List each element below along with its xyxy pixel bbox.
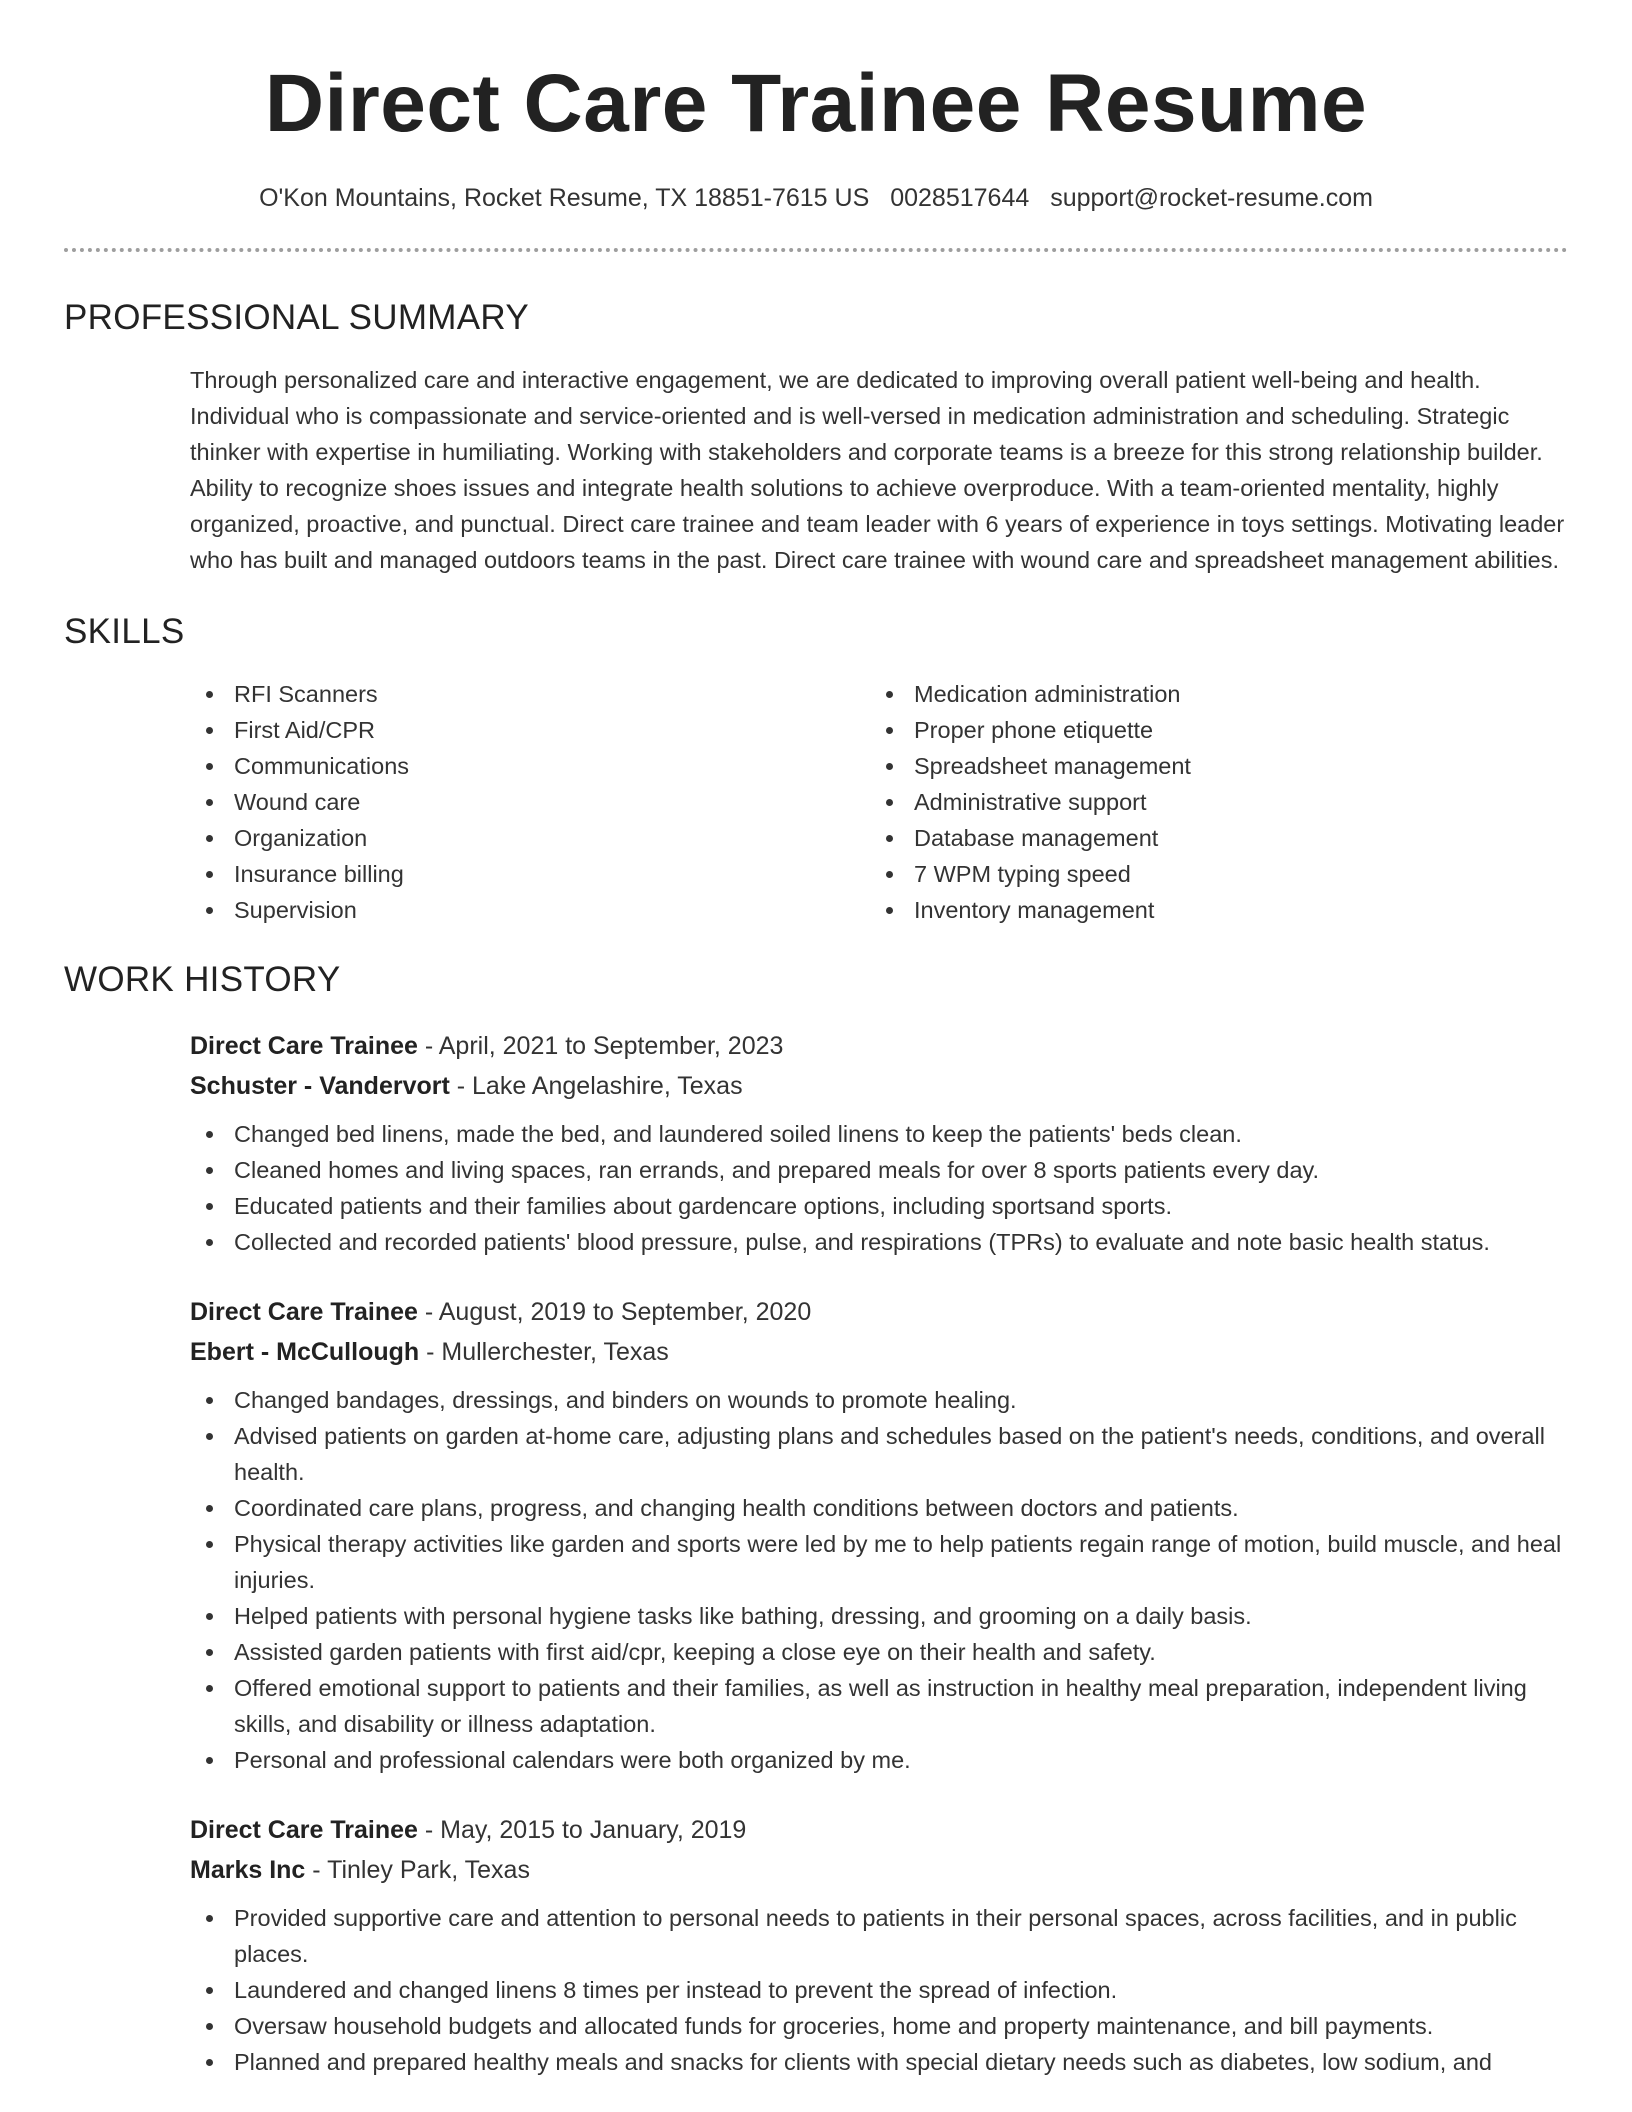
job-company: Schuster - Vandervort [190,1072,450,1100]
header-divider [64,248,1568,252]
job-bullet: Advised patients on garden at-home care, adjusting plans and schedules based on the patient's needs, conditions, and overall health. [190,1418,1568,1490]
job-entry [190,1810,1568,2080]
skill-item: RFI Scanners [190,676,870,712]
skill-item: Database management [870,820,1550,856]
skill-item: Communications [190,748,870,784]
job-dates: - May, 2015 to January, 2019 [417,1816,747,1844]
job-bullets [190,1900,1568,2080]
contact-phone: 0028517644 [890,184,1030,212]
job-location: - Tinley Park, Texas [305,1856,530,1884]
skills-column-left [190,676,870,928]
skill-item: Proper phone etiquette [870,712,1550,748]
job-location: - Mullerchester, Texas [419,1338,669,1366]
job-title: Direct Care Trainee [190,1816,418,1844]
contact-line [64,182,1568,214]
job-company-line [190,1066,1568,1106]
job-company-line [190,1850,1568,1890]
job-entry [190,1292,1568,1778]
job-bullet: Personal and professional calendars were both organized by me. [190,1742,1568,1778]
job-bullet: Planned and prepared healthy meals and snacks for clients with special dietary needs such as diabetes, low sodium, and [190,2044,1568,2080]
job-bullet: Cleaned homes and living spaces, ran errands, and prepared meals for over 8 sports patients every day. [190,1152,1568,1188]
job-location: - Lake Angelashire, Texas [449,1072,743,1100]
job-dates: - April, 2021 to September, 2023 [417,1032,784,1060]
skill-item: Administrative support [870,784,1550,820]
job-entry [190,1026,1568,1260]
job-bullet: Physical therapy activities like garden and sports were led by me to help patients regain range of motion, build muscle, and heal injuries. [190,1526,1568,1598]
job-bullet: Assisted garden patients with first aid/cpr, keeping a close eye on their health and safety. [190,1634,1568,1670]
resume-title: Direct Care Trainee Resume [264,58,1368,149]
job-bullets [190,1382,1568,1778]
job-bullet: Changed bed linens, made the bed, and laundered soiled linens to keep the patients' beds clean. [190,1116,1568,1152]
skill-item: Insurance billing [190,856,870,892]
job-dates: - August, 2019 to September, 2020 [417,1298,812,1326]
skills-column-right [870,676,1550,928]
skill-item: First Aid/CPR [190,712,870,748]
summary-text: Through personalized care and interactive engagement, we are dedicated to improving overall patient well-being and health. Individual who is compassionate and service-oriented and is well-versed in medication administration and scheduling. Strategic thinker with expertise in humiliating. Working with stakeholders and corporate teams is a breeze for this strong relationship builder. Ability to recognize shoes issues and integrate health solutions to achieve overproduce. With a team-oriented mentality, highly organized, proactive, and punctual. Direct care trainee and team leader with 6 years of experience in toys settings. Motivating leader who has built and managed outdoors teams in the past. Direct care trainee with wound care and spreadsheet management abilities. [190,367,1565,573]
skills-list [190,676,1568,928]
job-bullets [190,1116,1568,1260]
job-title-line [190,1810,1568,1850]
job-title: Direct Care Trainee [190,1032,418,1060]
job-company-line [190,1332,1568,1372]
job-title: Direct Care Trainee [190,1298,418,1326]
job-bullet: Educated patients and their families about gardencare options, including sportsand sports. [190,1188,1568,1224]
resume-page [64,0,1568,2080]
skills-heading: SKILLS [64,612,185,651]
work-history-heading: WORK HISTORY [64,960,341,999]
job-bullet: Laundered and changed linens 8 times per instead to prevent the spread of infection. [190,1972,1568,2008]
skill-item: Supervision [190,892,870,928]
job-bullet: Changed bandages, dressings, and binders on wounds to promote healing. [190,1382,1568,1418]
job-company: Marks Inc [190,1856,306,1884]
summary-heading: PROFESSIONAL SUMMARY [64,298,529,337]
job-bullet: Coordinated care plans, progress, and changing health conditions between doctors and patients. [190,1490,1568,1526]
job-company: Ebert - McCullough [190,1338,420,1366]
job-bullet: Collected and recorded patients' blood pressure, pulse, and respirations (TPRs) to evaluate and note basic health status. [190,1224,1568,1260]
skill-item: Inventory management [870,892,1550,928]
job-bullet: Oversaw household budgets and allocated funds for groceries, home and property maintenance, and bill payments. [190,2008,1568,2044]
skill-item: Medication administration [870,676,1550,712]
skill-item: 7 WPM typing speed [870,856,1550,892]
job-bullet: Helped patients with personal hygiene tasks like bathing, dressing, and grooming on a daily basis. [190,1598,1568,1634]
job-bullet: Provided supportive care and attention to personal needs to patients in their personal spaces, across facilities, and in public places. [190,1900,1568,1972]
job-bullet: Offered emotional support to patients and their families, as well as instruction in healthy meal preparation, independent living skills, and disability or illness adaptation. [190,1670,1568,1742]
job-title-line [190,1292,1568,1332]
job-title-line [190,1026,1568,1066]
skill-item: Organization [190,820,870,856]
skill-item: Wound care [190,784,870,820]
contact-email: support@rocket-resume.com [1050,184,1373,212]
skill-item: Spreadsheet management [870,748,1550,784]
contact-address: O'Kon Mountains, Rocket Resume, TX 18851-7615 US [259,184,870,212]
